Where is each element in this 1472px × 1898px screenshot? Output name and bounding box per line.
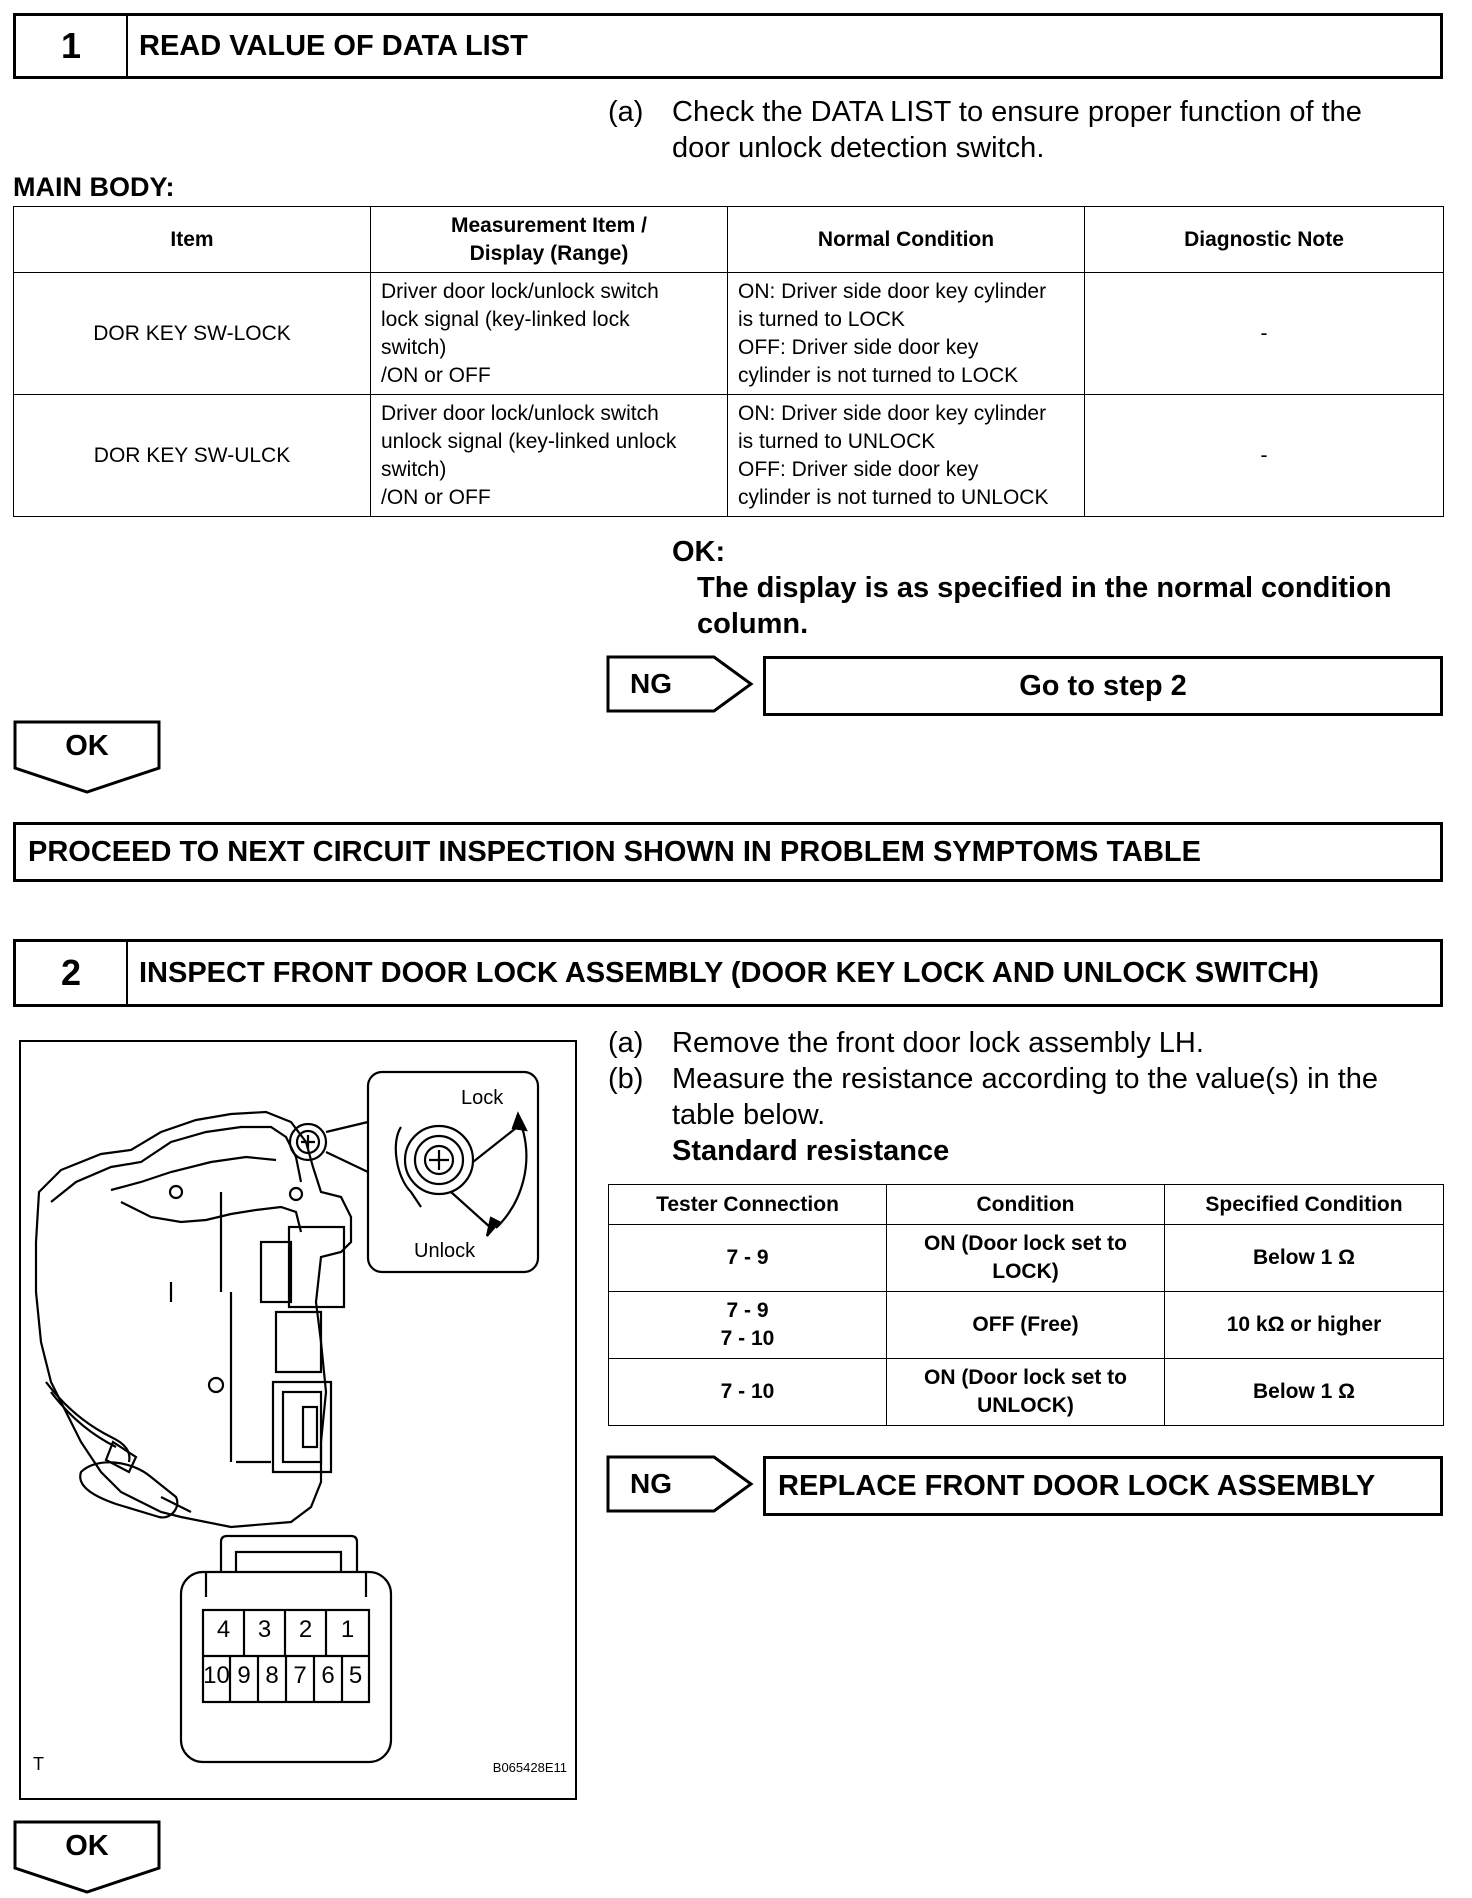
item-cell: DOR KEY SW-LOCK — [14, 273, 371, 395]
item-cell: DOR KEY SW-ULCK — [14, 395, 371, 517]
column-header-line: Display (Range) — [469, 241, 629, 265]
table-header-row — [609, 1185, 1444, 1225]
resistance-table — [608, 1184, 1444, 1426]
ng-arrow-icon — [606, 1455, 756, 1513]
table-row — [609, 1225, 1444, 1292]
specified-condition-cell: Below 1 Ω — [1165, 1359, 1444, 1426]
diagnostic-note-cell: - — [1085, 273, 1444, 395]
cell-line: lock signal (key-linked lock — [381, 307, 630, 331]
ok-arrow-label: OK — [65, 1830, 109, 1862]
data-list-table — [13, 206, 1444, 517]
normal-condition-cell — [728, 273, 1085, 395]
tester-connection-cell: 7 - 9 — [609, 1225, 887, 1292]
step-title: INSPECT FRONT DOOR LOCK ASSEMBLY (DOOR KEY LOCK AND UNLOCK SWITCH) — [139, 956, 1319, 989]
instruction-line: door unlock detection switch. — [672, 132, 1045, 164]
cell-line: unlock signal (key-linked unlock — [381, 429, 677, 453]
tester-connection-cell: 7 - 10 — [609, 1359, 887, 1426]
instruction-line: Remove the front door lock assembly LH. — [672, 1027, 1204, 1059]
condition-cell — [887, 1225, 1165, 1292]
ng-arrow-icon — [606, 655, 756, 713]
pin-label: 7 — [293, 1662, 307, 1689]
pin-label: 4 — [216, 1616, 231, 1643]
cell-line: ON: Driver side door key cylinder — [738, 401, 1047, 425]
specified-condition-cell: 10 kΩ or higher — [1165, 1292, 1444, 1359]
connector-pins-bottom — [203, 1662, 369, 1690]
column-header: Item — [14, 207, 371, 273]
cell-line: switch) — [381, 457, 447, 481]
instruction-letter: (a) — [608, 1027, 644, 1059]
cell-line: ON: Driver side door key cylinder — [738, 279, 1047, 303]
cell-line: Driver door lock/unlock switch — [381, 401, 659, 425]
cell-line: is turned to UNLOCK — [738, 429, 936, 453]
ng-label: NG — [630, 1468, 672, 1499]
cell-line: /ON or OFF — [381, 485, 491, 509]
ng-action: REPLACE FRONT DOOR LOCK ASSEMBLY — [778, 1469, 1376, 1502]
column-header: Normal Condition — [728, 207, 1085, 273]
cell-line: OFF: Driver side door key — [738, 335, 979, 359]
condition-cell: OFF (Free) — [887, 1292, 1165, 1359]
diagnostic-note-cell: - — [1085, 395, 1444, 517]
normal-condition-cell — [728, 395, 1085, 517]
cell-line: /ON or OFF — [381, 363, 491, 387]
cell-line: 7 - 9 — [726, 1299, 769, 1322]
proceed-box — [13, 822, 1443, 882]
table-row — [14, 273, 1444, 395]
step-1-header — [13, 13, 1443, 79]
ng-result-box — [763, 656, 1443, 716]
column-header: Specified Condition — [1165, 1185, 1444, 1225]
ng-action: Go to step 2 — [1019, 669, 1187, 702]
step-title: READ VALUE OF DATA LIST — [139, 29, 528, 62]
cell-line: UNLOCK) — [977, 1394, 1074, 1417]
unlock-label: Unlock — [414, 1240, 476, 1262]
door-lock-figure — [19, 1040, 577, 1800]
step-number: 2 — [16, 942, 128, 1004]
cell-line: switch) — [381, 335, 447, 359]
instruction-letter: (b) — [608, 1063, 644, 1095]
pin-label: 3 — [257, 1616, 272, 1643]
cell-line: Driver door lock/unlock switch — [381, 279, 659, 303]
section-label: MAIN BODY: — [13, 172, 175, 202]
instruction-line: table below. — [672, 1099, 826, 1131]
step-number: 1 — [16, 16, 128, 76]
cell-line: ON (Door lock set to — [923, 1366, 1128, 1389]
ok-arrow-label: OK — [65, 730, 109, 762]
cell-line: OFF: Driver side door key — [738, 457, 979, 481]
column-header: Tester Connection — [609, 1185, 887, 1225]
pin-label: 2 — [298, 1616, 313, 1643]
pin-label: 9 — [237, 1662, 251, 1689]
cell-line: is turned to LOCK — [738, 307, 905, 331]
instruction-line: Check the DATA LIST to ensure proper function of the — [672, 96, 1362, 128]
instruction-line: Measure the resistance according to the value(s) in the — [672, 1063, 1379, 1095]
table-header-row — [14, 207, 1444, 273]
ng-label: NG — [630, 668, 672, 699]
measurement-cell — [371, 273, 728, 395]
column-header: Diagnostic Note — [1085, 207, 1444, 273]
column-header — [371, 207, 728, 273]
proceed-text: PROCEED TO NEXT CIRCUIT INSPECTION SHOWN IN PROBLEM SYMPTOMS TABLE — [28, 835, 1201, 868]
column-header: Condition — [887, 1185, 1165, 1225]
cell-line: cylinder is not turned to LOCK — [738, 363, 1019, 387]
column-header-line: Measurement Item / — [450, 213, 648, 237]
ok-condition-line: The display is as specified in the normal condition — [697, 572, 1392, 604]
condition-cell — [887, 1359, 1165, 1426]
instruction-letter: (a) — [608, 96, 644, 128]
measurement-cell — [371, 395, 728, 517]
specified-condition-cell: Below 1 Ω — [1165, 1225, 1444, 1292]
cell-line: ON (Door lock set to — [923, 1232, 1128, 1255]
lock-label: Lock — [461, 1087, 504, 1109]
corner-mark: T — [33, 1754, 44, 1774]
cell-line: 7 - 10 — [720, 1327, 775, 1350]
figure-code: B065428E11 — [492, 1760, 567, 1775]
ok-label: OK: — [672, 536, 726, 568]
ok-condition-line: column. — [697, 608, 809, 640]
pin-label: 1 — [340, 1616, 355, 1643]
cell-line: LOCK) — [992, 1260, 1059, 1283]
ng-result-box — [763, 1456, 1443, 1516]
standard-resistance-label: Standard resistance — [672, 1135, 950, 1167]
pin-label: 8 — [265, 1662, 279, 1689]
tester-connection-cell — [609, 1292, 887, 1359]
table-row — [14, 395, 1444, 517]
cell-line: cylinder is not turned to UNLOCK — [738, 485, 1049, 509]
pin-label: 6 — [321, 1662, 335, 1689]
table-row — [609, 1359, 1444, 1426]
pin-label: 10 — [203, 1662, 230, 1689]
connector-pins-top — [203, 1616, 369, 1644]
table-row — [609, 1292, 1444, 1359]
step-2-header — [13, 939, 1443, 1007]
pin-label: 5 — [348, 1662, 363, 1689]
